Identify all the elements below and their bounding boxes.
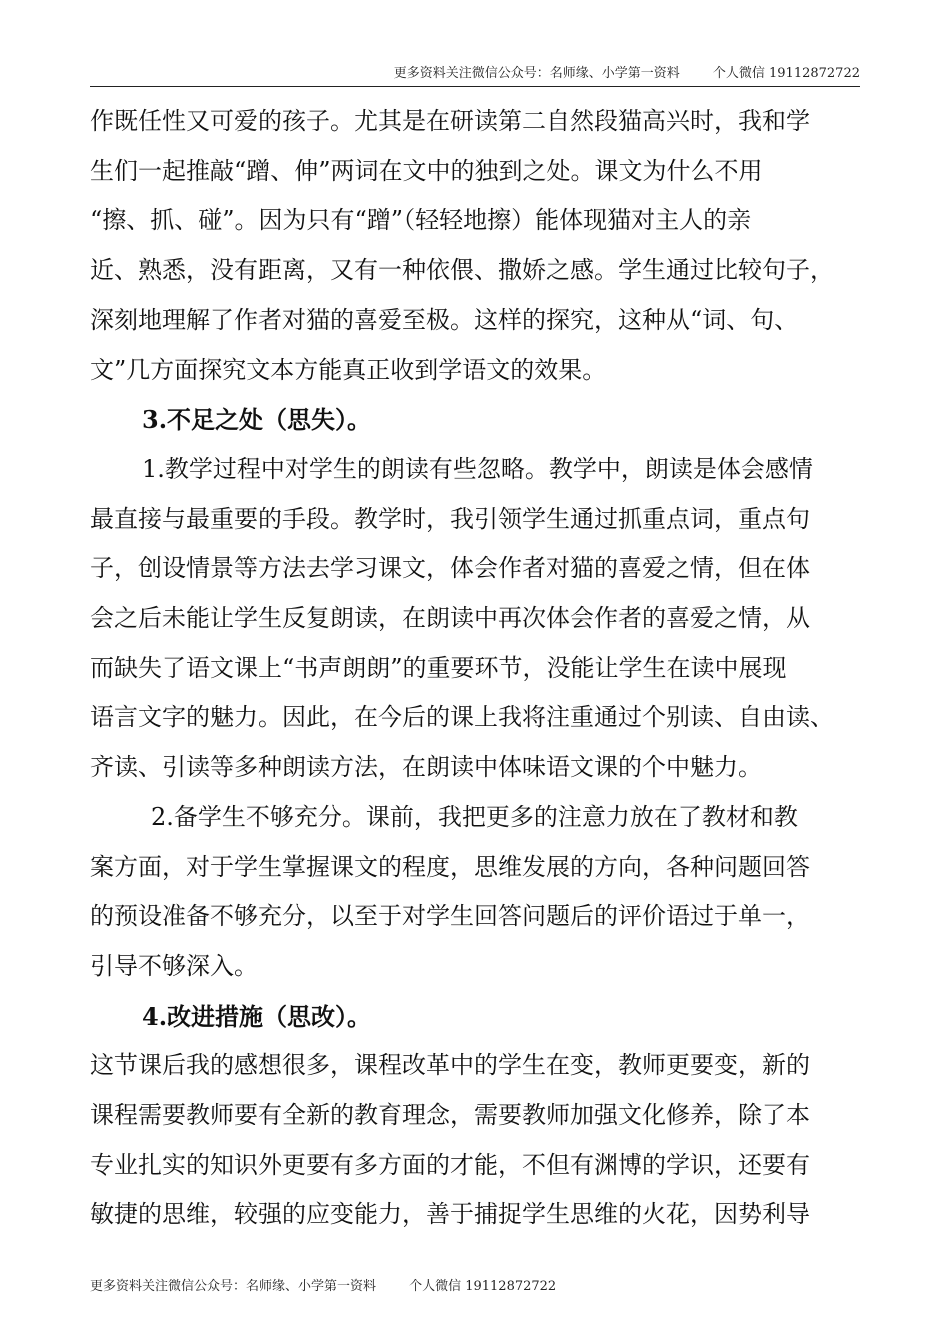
body-line: 案方面，对于学生掌握课文的程度，思维发展的方向，各种问题回答 (90, 852, 810, 881)
header-promo-text: 更多资料关注微信公众号：名师缘、小学第一资料 (393, 66, 680, 81)
body-line: 深刻地理解了作者对猫的喜爱至极。这样的探究，这种从“词、句、 (90, 305, 799, 334)
section-heading-shortcomings: 3.不足之处（思失）。 (142, 405, 372, 435)
body-line: 这节课后我的感想很多，课程改革中的学生在变，教师更要变，新的 (90, 1051, 810, 1080)
footer-wechat-text: 个人微信 19112872722 (409, 1279, 557, 1294)
body-line: 而缺失了语文课上“书声朗朗”的重要环节，没能让学生在读中展现 (90, 653, 787, 682)
body-line: 的预设准备不够充分，以至于对学生回答问题后的评价语过于单一， (90, 902, 810, 931)
body-line: 作既任性又可爱的孩子。尤其是在研读第二自然段猫高兴时，我和学 (90, 107, 810, 135)
body-line: 近、熟悉，没有距离，又有一种依偎、撒娇之感。学生通过比较句子， (90, 256, 834, 285)
body-line: 1.教学过程中对学生的朗读有些忽略。教学中，朗读是体会感情 (142, 454, 813, 483)
header-wechat-text: 个人微信 19112872722 (712, 66, 860, 81)
body-line: 专业扎实的知识外更要有多方面的才能，不但有渊博的学识，还要有 (90, 1150, 810, 1179)
body-line: 2.备学生不够充分。课前，我把更多的注意力放在了教材和教 (151, 802, 798, 831)
body-line: 齐读、引读等多种朗读方法，在朗读中体味语文课的个中魅力。 (90, 753, 762, 782)
body-line: 会之后未能让学生反复朗读，在朗读中再次体会作者的喜爱之情，从 (90, 604, 810, 633)
body-line: 子，创设情景等方法去学习课文，体会作者对猫的喜爱之情，但在体 (90, 554, 810, 583)
footer-promo-text: 更多资料关注微信公众号：名师缘、小学第一资料 (90, 1279, 377, 1294)
body-line: “擦、抓、碰”。因为只有“蹭”（轻轻地擦）能体现猫对主人的亲 (90, 206, 752, 235)
section-heading-improvements: 4.改进措施（思改）。 (142, 1001, 372, 1031)
document-body (90, 97, 865, 1240)
page-footer (90, 1279, 556, 1295)
body-line: 课程需要教师要有全新的教育理念，需要教师加强文化修养，除了本 (90, 1101, 810, 1130)
body-line: 文”几方面探究文本方能真正收到学语文的效果。 (90, 355, 607, 384)
body-line: 语言文字的魅力。因此，在今后的课上我将注重通过个别读、自由读、 (90, 703, 834, 732)
page-header (90, 66, 860, 87)
body-line: 敏捷的思维，较强的应变能力，善于捕捉学生思维的火花，因势利导 (90, 1200, 810, 1229)
body-line: 生们一起推敲“蹭、伸”两词在文中的独到之处。课文为什么不用 (90, 156, 763, 185)
body-line: 引导不够深入。 (90, 951, 258, 980)
body-line: 最直接与最重要的手段。教学时，我引领学生通过抓重点词，重点句 (90, 504, 810, 533)
